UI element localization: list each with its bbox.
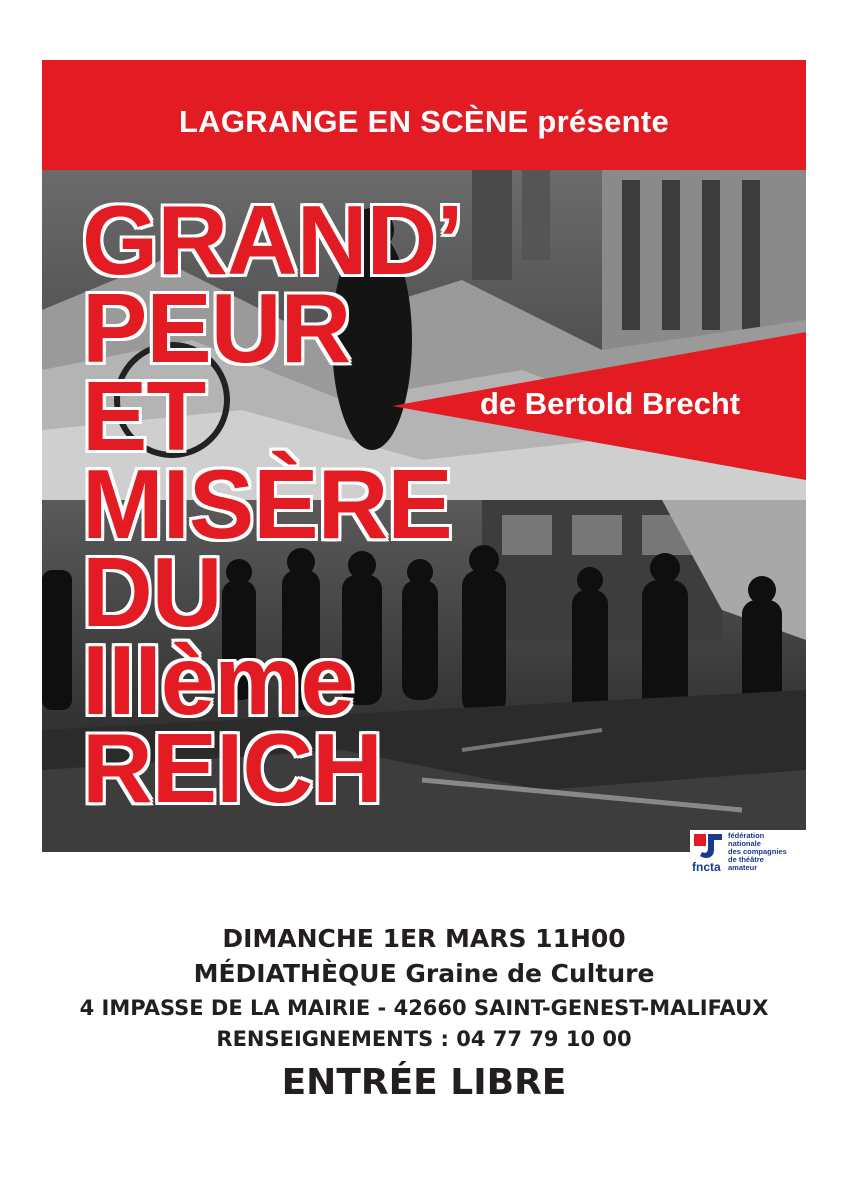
logo-line: des compagnies [728, 847, 787, 856]
presenter-text: LAGRANGE EN SCÈNE présente [178, 104, 670, 139]
event-address: 4 IMPASSE DE LA MAIRIE - 42660 SAINT-GENEST-MALIFAUX [79, 996, 769, 1020]
title-line-1: GRAND’ [82, 185, 463, 295]
title-line-5: DU [82, 537, 222, 647]
title-line-6: IIIème [82, 625, 354, 735]
logo-abbr: fncta [692, 860, 721, 874]
event-date: DIMANCHE 1ER MARS 11H00 [222, 924, 626, 953]
title-line-3: ET [82, 361, 206, 471]
author-name: de Bertold Brecht [480, 386, 741, 421]
logo-line: amateur [728, 863, 758, 872]
fncta-logo [690, 830, 806, 874]
play-title [82, 185, 463, 823]
title-line-2: PEUR [82, 273, 351, 383]
title-line-4: MISÈRE [82, 449, 452, 559]
logo-line: fédération [728, 831, 765, 840]
logo-line: nationale [728, 839, 761, 848]
title-line-7: REICH [82, 713, 382, 823]
event-phone: RENSEIGNEMENTS : 04 77 79 10 00 [216, 1027, 632, 1051]
fncta-mark-icon [694, 834, 724, 860]
event-venue: MÉDIATHÈQUE Graine de Culture [193, 959, 655, 988]
logo-text [728, 832, 806, 872]
logo-line: de théâtre [728, 855, 764, 864]
event-entry: ENTRÉE LIBRE [281, 1062, 567, 1103]
